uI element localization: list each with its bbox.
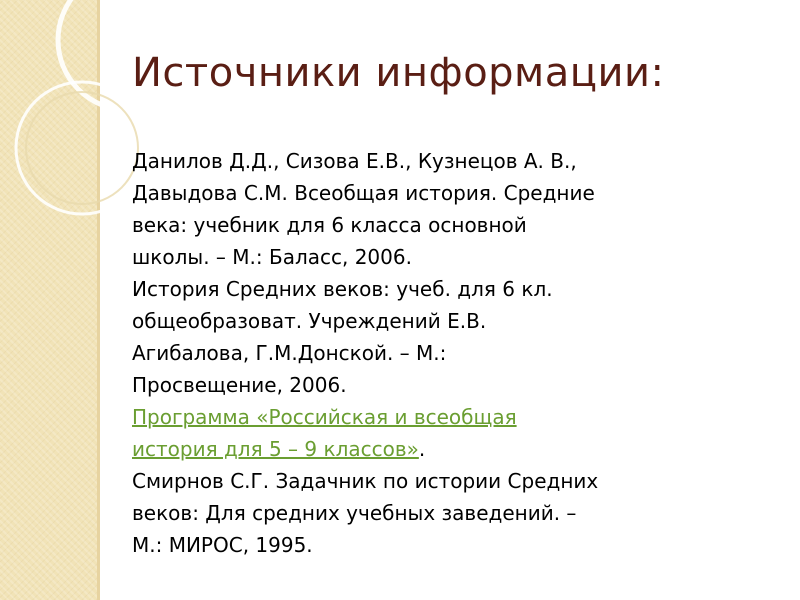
- source-item-3: [132, 401, 602, 465]
- program-link[interactable]: Программа «Российская и всеобщая история для 5 – 9 классов»: [132, 405, 517, 461]
- source-item-3-trailing: .: [418, 437, 426, 461]
- source-item-4: Смирнов С.Г. Задачник по истории Средних веков: Для средних учебных заведений. – М.: МИРОС, 1995.: [132, 469, 599, 557]
- source-item-1: Данилов Д.Д., Сизова Е.В., Кузнецов А. В., Давыдова С.М. Всеобщая история. Средние века: учебник для 6 класса основной школы. – М.: Баласс, 2006.: [132, 149, 595, 269]
- sources-list: [132, 145, 602, 561]
- page-title: Источники информации:: [132, 50, 665, 96]
- source-item-2: История Средних веков: учеб. для 6 кл. общеобразоват. Учреждений Е.В. Агибалова, Г.М.Донской. – М.: Просвещение, 2006.: [132, 277, 553, 397]
